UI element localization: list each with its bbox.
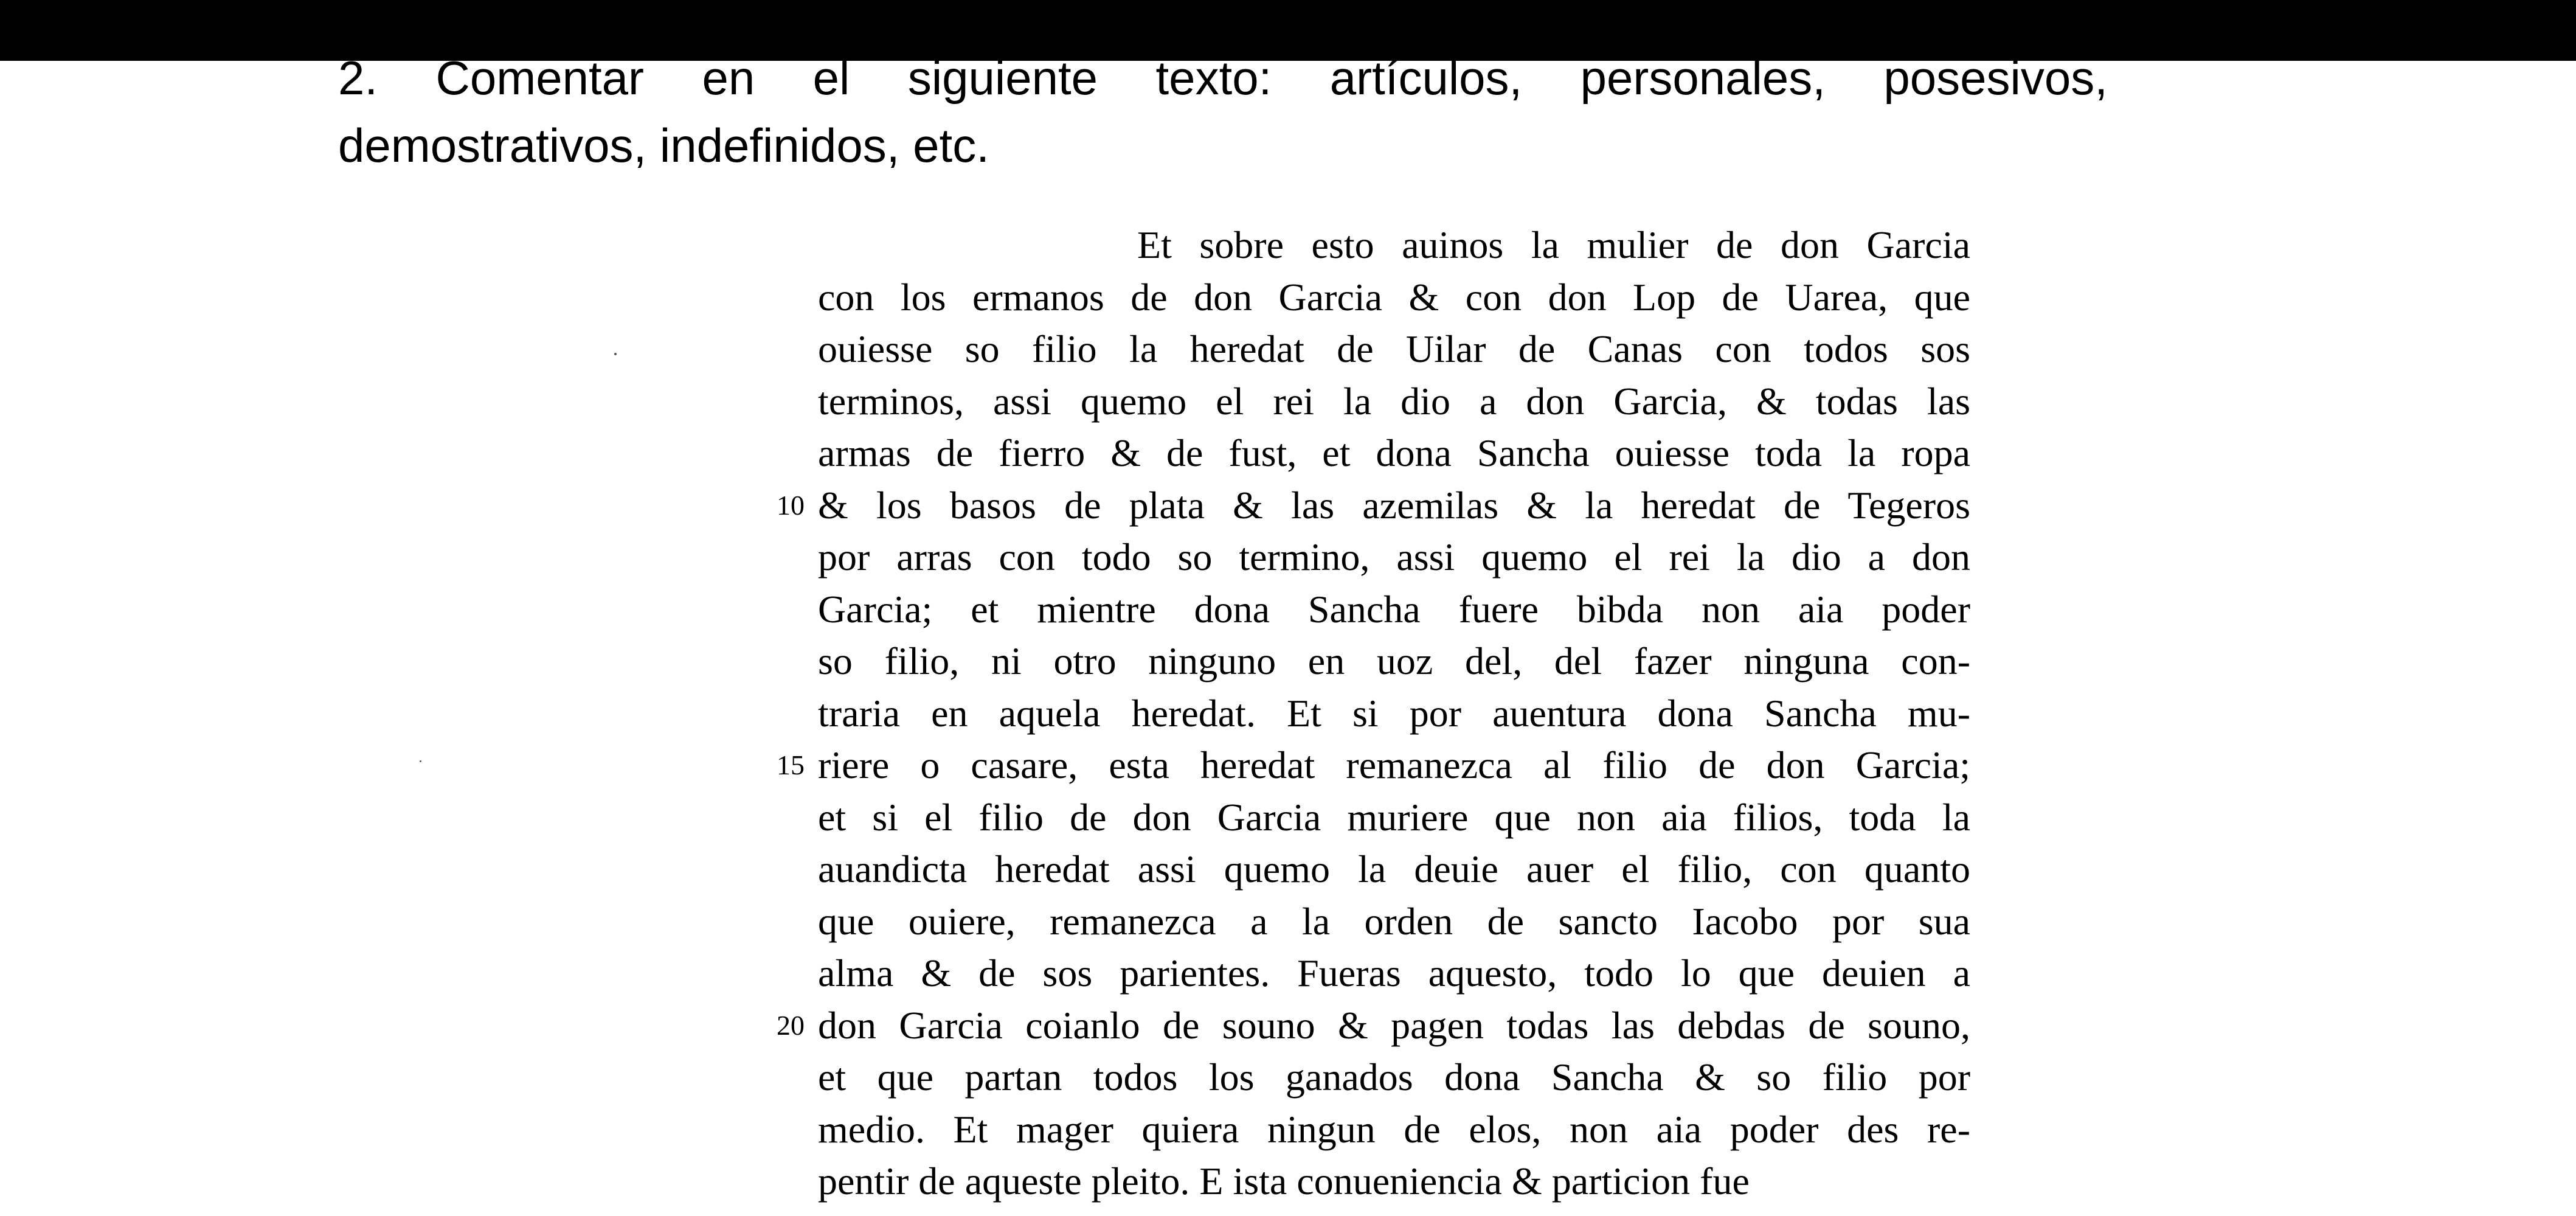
passage-line: por arras con todo so termino, assi quemo el rei la dio a don <box>818 535 1970 578</box>
passage-line-with-number <box>777 479 1970 532</box>
scan-speck <box>420 760 421 762</box>
passage-line-text: & los basos de plata & las azemilas & la heredat de Tegeros <box>818 483 1970 527</box>
line-number-15: 15 <box>777 749 805 780</box>
passage-line-text: riere o casare, esta heredat remanezca al filio de don Garcia; <box>818 743 1970 787</box>
instruction-word: posesivos, <box>1883 51 2108 105</box>
passage-line: armas de fierro & de fust, et dona Sancha ouiesse toda la ropa <box>818 431 1970 474</box>
instruction-word: el <box>812 51 850 105</box>
passage-line: terminos, assi quemo el rei la dio a don Garcia, & todas las <box>818 379 1970 423</box>
line-number-20: 20 <box>777 1009 805 1041</box>
passage-line: pentir de aqueste pleito. E ista conueniencia & particion fue <box>818 1159 1750 1203</box>
line-number-10: 10 <box>777 489 805 521</box>
passage-line-with-number <box>777 999 1970 1052</box>
passage-line: et que partan todos los ganados dona Sancha & so filio por <box>818 1055 1970 1099</box>
passage-line: auandicta heredat assi quemo la deuie auer el filio, con quanto <box>818 847 1970 891</box>
passage-line: so filio, ni otro ninguno en uoz del, del fazer ninguna con- <box>818 639 1970 683</box>
instruction-word: personales, <box>1580 51 1826 105</box>
instruction-line-1 <box>338 44 2108 112</box>
exercise-instruction <box>338 44 2108 179</box>
passage-line: alma & de sos parientes. Fueras aquesto, todo lo que deuien a <box>818 951 1970 995</box>
instruction-word: siguiente <box>907 51 1098 105</box>
passage-line: Et sobre esto auinos la mulier de don Garcia <box>1137 223 1970 266</box>
instruction-word: artículos, <box>1329 51 1523 105</box>
passage-line: medio. Et mager quiera ningun de elos, non aia poder des re- <box>818 1107 1970 1151</box>
passage-line: con los ermanos de don Garcia & con don Lop de Uarea, que <box>818 275 1970 319</box>
instruction-line-2: demostrativos, indefinidos, etc. <box>338 119 989 172</box>
passage-line-text: don Garcia coianlo de souno & pagen todas las debdas de souno, <box>818 1003 1970 1047</box>
passage-line-with-number <box>777 739 1970 791</box>
passage-line: que ouiere, remanezca a la orden de sancto Iacobo por sua <box>818 899 1970 943</box>
passage-line: ouiesse so filio la heredat de Uilar de Canas con todos sos <box>818 327 1970 370</box>
medieval-passage <box>777 219 1970 1207</box>
instruction-word: 2. <box>338 51 378 105</box>
instruction-word: texto: <box>1155 51 1272 105</box>
passage-line: et si el filio de don Garcia muriere que non aia filios, toda la <box>818 795 1970 839</box>
passage-line: Garcia; et mientre dona Sancha fuere bibda non aia poder <box>818 587 1970 631</box>
instruction-word: en <box>702 51 755 105</box>
passage-line: traria en aquela heredat. Et si por auentura dona Sancha mu- <box>818 691 1970 735</box>
scan-speck <box>614 353 617 355</box>
instruction-word: Comentar <box>435 51 644 105</box>
